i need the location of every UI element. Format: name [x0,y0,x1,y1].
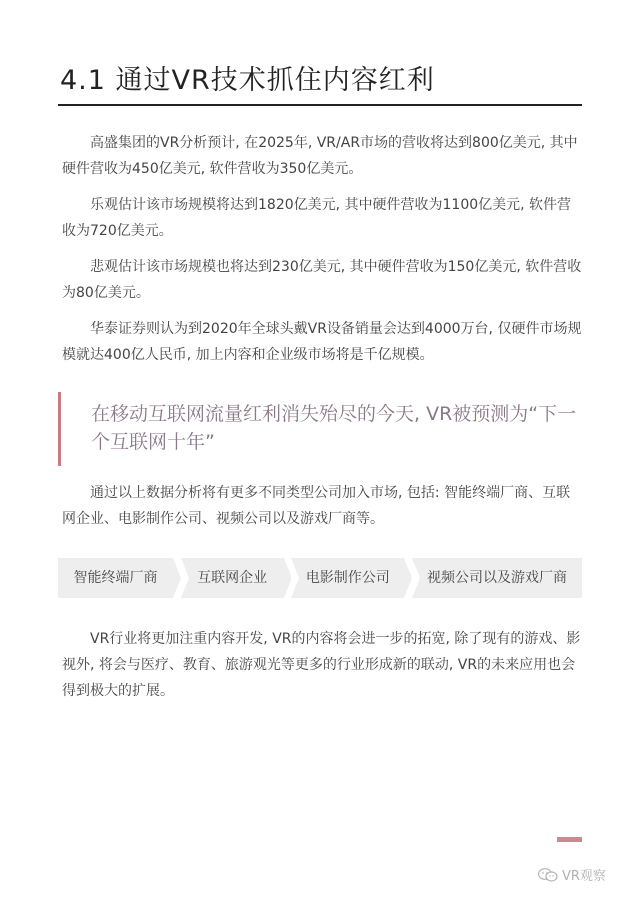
paragraph-goldman: 高盛集团的VR分析预计, 在2025年, VR/AR市场的营收将达到800亿美元, 其中硬件营收为450亿美元, 软件营收为350亿美元。 [62,135,578,177]
tag-internet [181,558,284,598]
watermark [538,865,606,884]
highlight-quote-text: 在移动互联网流量红利消失殆尽的今天, VR被预测为“下一个互联网十年” [91,403,577,453]
paragraph-pessimistic: 悲观估计该市场规模也将达到230亿美元, 其中硬件营收为150亿美元, 软件营收为80亿美元。 [62,259,582,301]
page-accent-bar [557,837,582,842]
wechat-icon [538,868,558,882]
watermark-text: VR观察 [562,869,606,884]
tag-label: 电影制作公司 [305,570,390,586]
tag-smart-terminal [58,558,173,598]
paragraph-optimistic: 乐观估计该市场规模将达到1820亿美元, 其中硬件营收为1100亿美元, 软件营收为720亿美元。 [62,197,572,239]
tag-video-games [412,558,582,598]
arrow-notch-icon [291,558,299,598]
section-heading: 4.1 通过VR技术抓住内容红利 [60,65,435,96]
arrow-notch-icon [181,558,189,598]
tag-label: 视频公司以及游戏厂商 [426,570,567,586]
tag-label: 互联网企业 [197,570,268,586]
paragraph-huatai: 华泰证券则认为到2020年全球头戴VR设备销量会达到4000万台, 仅硬件市场规模就达400亿人民币, 加上内容和企业级市场将是千亿规模。 [62,321,582,363]
paragraph-closing: VR行业将更加注重内容开发, VR的内容将会进一步的拓宽, 除了现有的游戏、影视外, 将会与医疗、教育、旅游观光等更多的行业形成新的联动, VR的未来应用也会得到极大的扩展。 [62,631,581,699]
heading-underline [58,104,582,106]
tag-label: 智能终端厂商 [73,570,158,586]
highlight-quote [58,392,582,466]
paragraph-intro: 通过以上数据分析将有更多不同类型公司加入市场, 包括: 智能终端厂商、互联网企业、电影制作公司、视频公司以及游戏厂商等。 [62,485,571,527]
arrow-notch-icon [412,558,420,598]
company-type-tags [58,558,582,598]
tag-film [291,558,404,598]
